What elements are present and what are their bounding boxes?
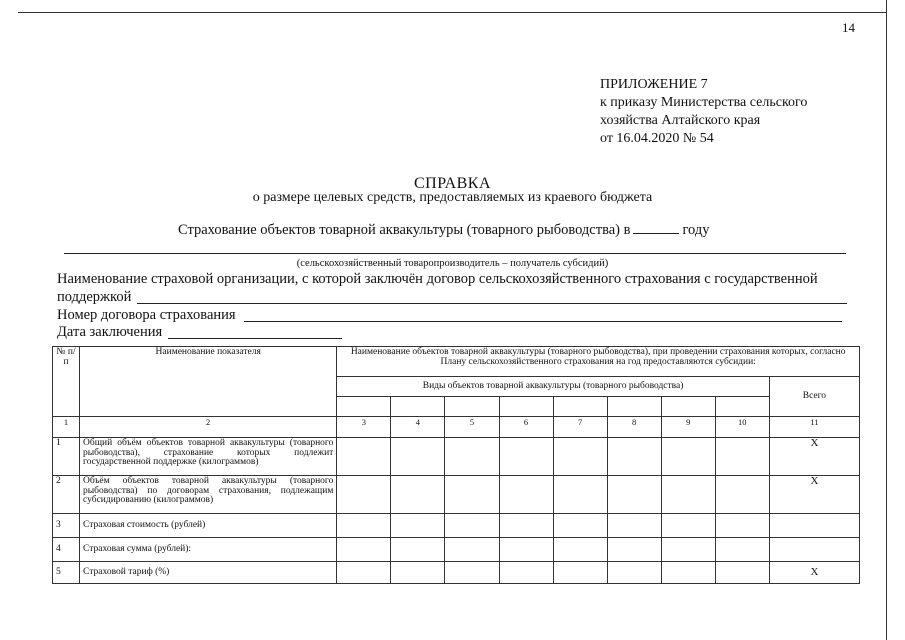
insurer-field-line[interactable]	[137, 303, 847, 304]
table-row	[53, 438, 860, 476]
value-cell[interactable]	[553, 438, 607, 476]
column-number: 9	[661, 417, 715, 438]
value-cell[interactable]	[391, 538, 445, 562]
value-cell[interactable]	[715, 476, 769, 514]
total-cell[interactable]	[769, 538, 859, 562]
value-cell[interactable]	[661, 538, 715, 562]
value-cell[interactable]	[445, 538, 499, 562]
value-cell[interactable]	[499, 562, 553, 584]
row-label: Страховая стоимость (рублей)	[80, 514, 337, 538]
value-cell[interactable]	[715, 538, 769, 562]
value-cell[interactable]	[661, 562, 715, 584]
row-label: Страховая сумма (рублей):	[80, 538, 337, 562]
producer-caption: (сельскохозяйственный товаропроизводитель – получатель субсидий)	[296, 258, 609, 269]
value-cell[interactable]	[391, 438, 445, 476]
column-number: 6	[499, 417, 553, 438]
total-cell: X	[769, 562, 859, 584]
value-cell[interactable]	[607, 514, 661, 538]
appendix-date-line: от 16.04.2020 № 54	[600, 131, 714, 146]
column-number: 7	[553, 417, 607, 438]
value-cell[interactable]	[445, 438, 499, 476]
subject-year-word: году	[682, 222, 710, 238]
subject-line	[178, 222, 710, 239]
subsidy-table	[52, 346, 860, 584]
page-number: 14	[842, 20, 855, 35]
column-number-row	[53, 417, 860, 438]
value-cell[interactable]	[661, 514, 715, 538]
year-blank[interactable]	[633, 233, 679, 234]
object-type-cell[interactable]	[337, 397, 391, 417]
column-number: 11	[769, 417, 859, 438]
value-cell[interactable]	[661, 438, 715, 476]
column-number: 2	[80, 417, 337, 438]
object-type-cell[interactable]	[499, 397, 553, 417]
column-number: 3	[337, 417, 391, 438]
value-cell[interactable]	[715, 562, 769, 584]
value-cell[interactable]	[553, 562, 607, 584]
insurer-label: Наименование страховой организации, с которой заключён договор сельскохозяйственного страхования с государственной	[57, 271, 818, 287]
row-number: 2	[53, 476, 80, 514]
value-cell[interactable]	[337, 562, 391, 584]
conclusion-date-field-line[interactable]	[168, 338, 342, 339]
value-cell[interactable]	[445, 562, 499, 584]
column-number: 5	[445, 417, 499, 438]
document-subtitle: о размере целевых средств, предоставляемых из краевого бюджета	[252, 190, 653, 205]
conclusion-date-label: Дата заключения	[57, 324, 163, 340]
value-cell[interactable]	[499, 538, 553, 562]
producer-name-line[interactable]	[64, 253, 846, 254]
table-row	[53, 514, 860, 538]
header-objects: Наименование объектов товарной аквакультуры (товарного рыбоводства), при проведении страхования которых, согласно Плану сельскохозяйственного страхования на год предоставляются субсидии:	[337, 347, 860, 377]
value-cell[interactable]	[499, 514, 553, 538]
row-label: Страховой тариф (%)	[80, 562, 337, 584]
value-cell[interactable]	[391, 562, 445, 584]
row-label: Объём объектов товарной аквакультуры (товарного рыбоводства) по договорам страхования, подлежащим субсидированию (килограммов)	[80, 476, 337, 514]
table-row	[53, 538, 860, 562]
appendix-order-line: к приказу Министерства сельского	[600, 95, 808, 110]
top-border-line	[18, 12, 886, 13]
column-number: 1	[53, 417, 80, 438]
header-indicator: Наименование показателя	[80, 347, 337, 417]
value-cell[interactable]	[337, 438, 391, 476]
value-cell[interactable]	[553, 538, 607, 562]
value-cell[interactable]	[337, 514, 391, 538]
header-num: № п/п	[53, 347, 80, 417]
table-row	[53, 562, 860, 584]
value-cell[interactable]	[499, 476, 553, 514]
column-number: 8	[607, 417, 661, 438]
appendix-block	[600, 76, 807, 148]
appendix-ministry-line: хозяйства Алтайского края	[600, 113, 761, 128]
value-cell[interactable]	[715, 438, 769, 476]
value-cell[interactable]	[337, 476, 391, 514]
row-label: Общий объём объектов товарной аквакультуры (товарного рыбоводства), страхование которых подлежит государственной поддержке (килограммов)	[80, 438, 337, 476]
subject-text: Страхование объектов товарной аквакультуры (товарного рыбоводства) в	[178, 222, 631, 238]
row-number: 4	[53, 538, 80, 562]
header-total: Всего	[769, 377, 859, 417]
value-cell[interactable]	[445, 476, 499, 514]
column-number: 10	[715, 417, 769, 438]
object-type-cell[interactable]	[445, 397, 499, 417]
value-cell[interactable]	[661, 476, 715, 514]
object-type-cell[interactable]	[607, 397, 661, 417]
value-cell[interactable]	[337, 538, 391, 562]
total-cell: X	[769, 476, 859, 514]
insurer-label-cont: поддержкой	[57, 289, 132, 305]
value-cell[interactable]	[391, 514, 445, 538]
value-cell[interactable]	[607, 476, 661, 514]
row-number: 1	[53, 438, 80, 476]
value-cell[interactable]	[607, 562, 661, 584]
column-number: 4	[391, 417, 445, 438]
table-row	[53, 476, 860, 514]
object-type-cell[interactable]	[715, 397, 769, 417]
contract-number-field-line[interactable]	[244, 321, 842, 322]
value-cell[interactable]	[445, 514, 499, 538]
row-number: 3	[53, 514, 80, 538]
right-border-line	[886, 0, 887, 640]
object-type-cell[interactable]	[391, 397, 445, 417]
header-object-types: Виды объектов товарной аквакультуры (товарного рыбоводства)	[337, 377, 770, 397]
value-cell[interactable]	[553, 476, 607, 514]
value-cell[interactable]	[715, 514, 769, 538]
value-cell[interactable]	[607, 438, 661, 476]
value-cell[interactable]	[607, 538, 661, 562]
value-cell[interactable]	[391, 476, 445, 514]
appendix-title: ПРИЛОЖЕНИЕ 7	[600, 77, 708, 92]
value-cell[interactable]	[499, 438, 553, 476]
document-title: СПРАВКА	[413, 175, 492, 192]
object-type-cell[interactable]	[553, 397, 607, 417]
total-cell: X	[769, 438, 859, 476]
value-cell[interactable]	[553, 514, 607, 538]
total-cell[interactable]	[769, 514, 859, 538]
row-number: 5	[53, 562, 80, 584]
contract-number-label: Номер договора страхования	[57, 307, 236, 323]
object-type-cell[interactable]	[661, 397, 715, 417]
